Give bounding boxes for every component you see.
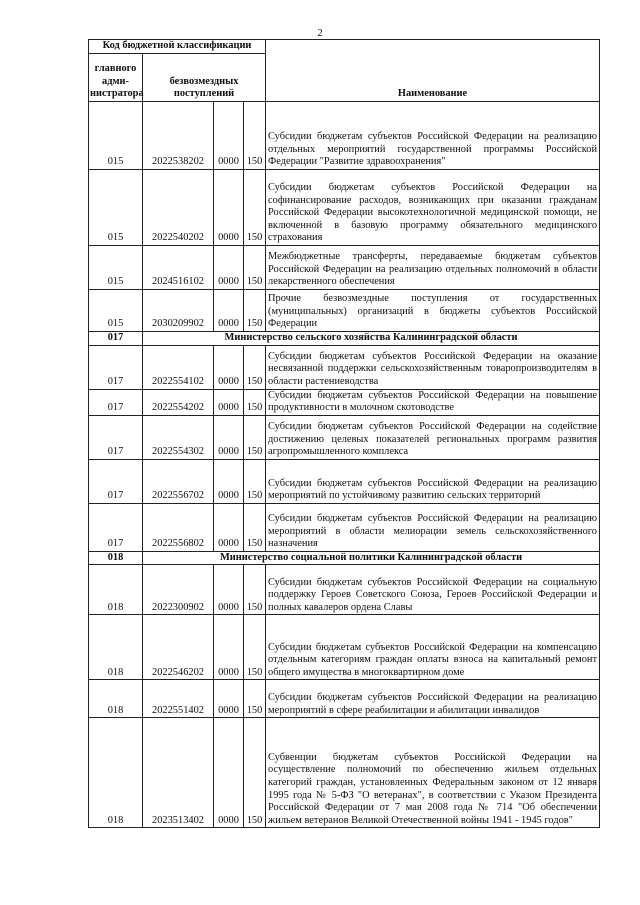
revenue-code-cell: 2022551402 bbox=[143, 680, 214, 718]
revenue-code-cell: 2022540202 bbox=[143, 170, 214, 246]
sub-code-cell: 0000 bbox=[214, 389, 244, 415]
kind-code-cell: 150 bbox=[244, 389, 266, 415]
sub-code-cell: 0000 bbox=[214, 718, 244, 828]
revenue-code-cell: 2022546202 bbox=[143, 615, 214, 680]
table-row bbox=[89, 170, 600, 246]
name-cell: Межбюджетные трансферты, передаваемые бюджетам субъектов Российской Федерации на реализацию отдельных полномочий в области лекарственного обеспечения bbox=[266, 246, 600, 290]
sub-code-cell: 0000 bbox=[214, 246, 244, 290]
revenue-code-cell: 2022556802 bbox=[143, 503, 214, 551]
name-cell: Субвенции бюджетам субъектов Российской Федерации на осуществление полномочий по обеспечению жильем отдельных категорий граждан, установленных Федеральным законом от 12 января 1995 года № 5-ФЗ "О ветеранах", в соответствии с Указом Президента Российской Федерации от 7 мая 2008 года № 714 "Об обеспечении жильем ветеранов Великой Отечественной войны 1941 - 1945 годов" bbox=[266, 718, 600, 828]
section-row bbox=[89, 551, 600, 565]
header-name: Наименование bbox=[266, 40, 600, 102]
table-row bbox=[89, 415, 600, 459]
table-row bbox=[89, 680, 600, 718]
sub-code-cell: 0000 bbox=[214, 459, 244, 503]
kind-code-cell: 150 bbox=[244, 170, 266, 246]
name-cell: Субсидии бюджетам субъектов Российской Федерации на софинансирование расходов, возникающих при оказании гражданам Российской Федерации высокотехнологичной медицинской помощи, не включенной в базовую программу обязательного медицинского страхования bbox=[266, 170, 600, 246]
revenue-code-cell: 2022554102 bbox=[143, 345, 214, 389]
header-budget-classification: Код бюджетной классификации bbox=[89, 40, 266, 54]
admin-code-cell: 018 bbox=[89, 565, 143, 615]
kind-code-cell: 150 bbox=[244, 503, 266, 551]
sub-code-cell: 0000 bbox=[214, 170, 244, 246]
revenue-code-cell: 2022554202 bbox=[143, 389, 214, 415]
name-cell: Субсидии бюджетам субъектов Российской Федерации на социальную поддержку Героев Советского Союза, Героев Российской Федерации и полных кавалеров ордена Славы bbox=[266, 565, 600, 615]
admin-code-cell: 015 bbox=[89, 246, 143, 290]
name-cell: Субсидии бюджетам субъектов Российской Федерации на реализацию мероприятий в области мелиорации земель сельскохозяйственного назначения bbox=[266, 503, 600, 551]
header-revenue: безвозмездных поступлений bbox=[143, 54, 266, 102]
table-row bbox=[89, 565, 600, 615]
section-admin-code: 018 bbox=[89, 551, 143, 565]
sub-code-cell: 0000 bbox=[214, 345, 244, 389]
sub-code-cell: 0000 bbox=[214, 680, 244, 718]
name-cell: Субсидии бюджетам субъектов Российской Федерации на реализацию мероприятий в сфере реабилитации и абилитации инвалидов bbox=[266, 680, 600, 718]
table-row bbox=[89, 246, 600, 290]
table-row bbox=[89, 718, 600, 828]
kind-code-cell: 150 bbox=[244, 565, 266, 615]
table-row bbox=[89, 345, 600, 389]
kind-code-cell: 150 bbox=[244, 459, 266, 503]
admin-code-cell: 015 bbox=[89, 290, 143, 332]
admin-code-cell: 017 bbox=[89, 345, 143, 389]
sub-code-cell: 0000 bbox=[214, 503, 244, 551]
kind-code-cell: 150 bbox=[244, 345, 266, 389]
kind-code-cell: 150 bbox=[244, 615, 266, 680]
header-admin: главного адми-нистратора bbox=[89, 54, 143, 102]
table-row bbox=[89, 615, 600, 680]
name-cell: Субсидии бюджетам субъектов Российской Федерации на реализацию мероприятий по устойчивому развитию сельских территорий bbox=[266, 459, 600, 503]
table-row bbox=[89, 290, 600, 332]
revenue-code-cell: 2022300902 bbox=[143, 565, 214, 615]
name-cell: Субсидии бюджетам субъектов Российской Федерации на оказание несвязанной поддержки сельскохозяйственным товаропроизводителям в области растениеводства bbox=[266, 345, 600, 389]
revenue-code-cell: 2022556702 bbox=[143, 459, 214, 503]
name-cell: Субсидии бюджетам субъектов Российской Федерации на содействие достижению целевых показателей региональных программ развития агропромышленного комплекса bbox=[266, 415, 600, 459]
sub-code-cell: 0000 bbox=[214, 615, 244, 680]
kind-code-cell: 150 bbox=[244, 246, 266, 290]
name-cell: Субсидии бюджетам субъектов Российской Федерации на компенсацию отдельным категориям граждан оплаты взноса на капитальный ремонт общего имущества в многоквартирном доме bbox=[266, 615, 600, 680]
admin-code-cell: 015 bbox=[89, 170, 143, 246]
admin-code-cell: 018 bbox=[89, 680, 143, 718]
sub-code-cell: 0000 bbox=[214, 102, 244, 170]
kind-code-cell: 150 bbox=[244, 718, 266, 828]
budget-classification-table bbox=[88, 39, 600, 828]
admin-code-cell: 017 bbox=[89, 415, 143, 459]
kind-code-cell: 150 bbox=[244, 680, 266, 718]
page-number: 2 bbox=[317, 27, 323, 39]
admin-code-cell: 017 bbox=[89, 389, 143, 415]
name-cell: Субсидии бюджетам субъектов Российской Федерации на реализацию отдельных мероприятий государственной программы Российской Федерации "Развитие здравоохранения" bbox=[266, 102, 600, 170]
section-row bbox=[89, 332, 600, 346]
table-row bbox=[89, 389, 600, 415]
revenue-code-cell: 2024516102 bbox=[143, 246, 214, 290]
revenue-code-cell: 2030209902 bbox=[143, 290, 214, 332]
kind-code-cell: 150 bbox=[244, 290, 266, 332]
sub-code-cell: 0000 bbox=[214, 415, 244, 459]
table-row bbox=[89, 102, 600, 170]
table-row bbox=[89, 503, 600, 551]
kind-code-cell: 150 bbox=[244, 415, 266, 459]
section-title: Министерство сельского хозяйства Калининградской области bbox=[143, 332, 600, 346]
name-cell: Субсидии бюджетам субъектов Российской Федерации на повышение продуктивности в молочном скотоводстве bbox=[266, 389, 600, 415]
section-title: Министерство социальной политики Калининградской области bbox=[143, 551, 600, 565]
sub-code-cell: 0000 bbox=[214, 565, 244, 615]
revenue-code-cell: 2022554302 bbox=[143, 415, 214, 459]
admin-code-cell: 017 bbox=[89, 503, 143, 551]
sub-code-cell: 0000 bbox=[214, 290, 244, 332]
revenue-code-cell: 2023513402 bbox=[143, 718, 214, 828]
name-cell: Прочие безвозмездные поступления от государственных (муниципальных) организаций в бюджеты субъектов Российской Федерации bbox=[266, 290, 600, 332]
header-row-group bbox=[89, 40, 600, 54]
section-admin-code: 017 bbox=[89, 332, 143, 346]
table-row bbox=[89, 459, 600, 503]
revenue-code-cell: 2022538202 bbox=[143, 102, 214, 170]
kind-code-cell: 150 bbox=[244, 102, 266, 170]
admin-code-cell: 015 bbox=[89, 102, 143, 170]
admin-code-cell: 018 bbox=[89, 718, 143, 828]
admin-code-cell: 018 bbox=[89, 615, 143, 680]
admin-code-cell: 017 bbox=[89, 459, 143, 503]
